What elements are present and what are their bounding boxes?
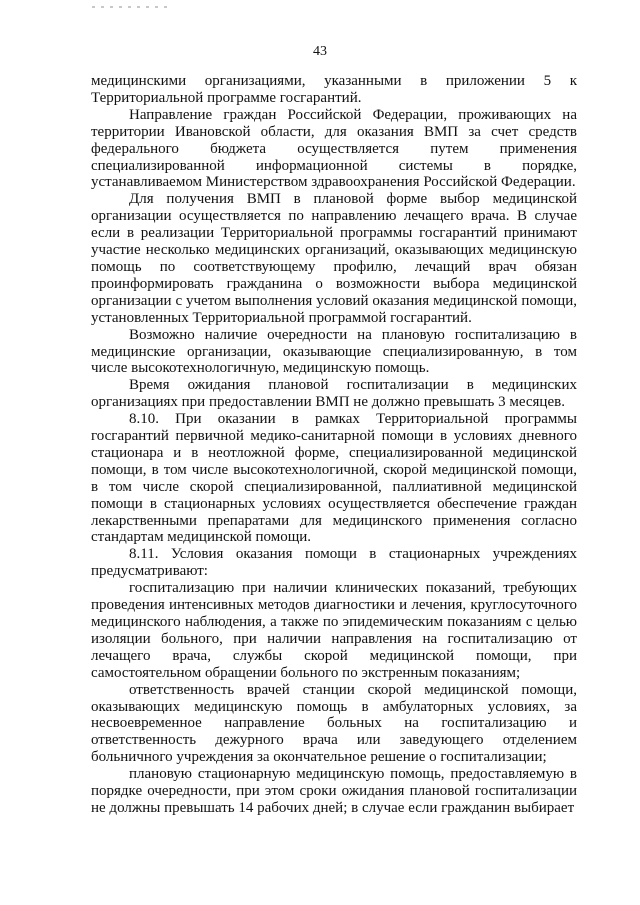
paragraph-waiting-time: Время ожидания плановой госпитализации в медицинских организациях при предоставлении ВМП не должно превышать 3 месяцев. [91,377,577,411]
paragraph-continuation: медицинскими организациями, указанными в приложении 5 к Территориальной программе госгарантий. [91,73,577,106]
paragraph-section-8-10: 8.10. При оказании в рамках Территориальной программы госгарантий первичной медико-санитарной помощи в условиях дневного стационара и в неотложной форме, специализированной медицинской помощи, в том числе высокотехнологичной, скорой медицинской помощи, в том числе скорой специализированной, паллиативной медицинской помощи в стационарных условиях осуществляется обеспечение граждан лекарственными препаратами для медицинского применения согласно стандартам медицинской помощи. [91,411,577,546]
document-body [91,73,577,817]
paragraph-vmp-referral: Направление граждан Российской Федерации, проживающих на территории Ивановской области, для оказания ВМП за счет средств федерального бюджета осуществляется путем применения специализированной информационной системы в порядке, устанавливаемом Министерством здравоохранения Российской Федерации. [91,106,577,191]
list-item-planned-care: плановую стационарную медицинскую помощь, предоставляемую в порядке очередности, при этом сроки ожидания плановой госпитализации не должны превышать 14 рабочих дней; в случае если гражданин выбирает [91,766,577,816]
list-item-hospitalization: госпитализацию при наличии клинических показаний, требующих проведения интенсивных методов диагностики и лечения, круглосуточного медицинского наблюдения, а также по эпидемическим показаниям с целью изоляции больного, при наличии направления на госпитализацию от лечащего врача, службы скорой медицинской помощи, при самостоятельном обращении больного по экстренным показаниям; [91,580,577,681]
list-item-responsibility: ответственность врачей станции скорой медицинской помощи, оказывающих медицинскую помощь в амбулаторных условиях, за несвоевременное направление больных на госпитализацию и ответственность дежурного врача или заведующего отделением больничного учреждения за окончательное решение о госпитализации; [91,681,577,766]
paragraph-vmp-planned: Для получения ВМП в плановой форме выбор медицинской организации осуществляется по направлению лечащего врача. В случае если в реализации Территориальной программы госгарантий принимают участие несколько медицинских организаций, оказывающих медицинскую помощь по соответствующему профилю, лечащий врач обязан проинформировать гражданина о возможности выбора медицинской организации с учетом выполнения условий оказания медицинской помощи, установленных Территориальной программой госгарантий. [91,191,577,326]
paragraph-queue: Возможно наличие очередности на плановую госпитализацию в медицинские организации, оказывающие специализированную, в том числе высокотехнологичную, медицинскую помощь. [91,326,577,377]
page-number: 43 [313,44,327,59]
paragraph-section-8-11: 8.11. Условия оказания помощи в стационарных учреждениях предусматривают: [91,546,577,580]
scan-artifact [92,6,172,8]
